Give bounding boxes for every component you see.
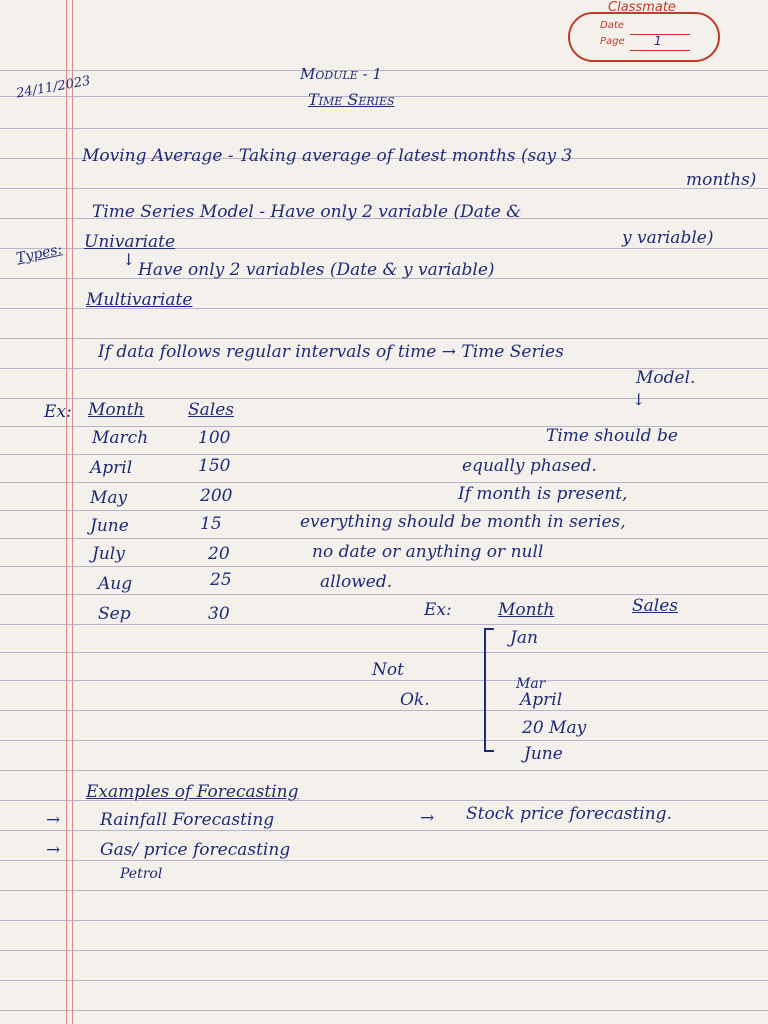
date-page-badge [568,12,720,62]
page-title: Time Series [308,90,395,109]
not-label: Not [372,660,404,680]
arrow-down-icon: ↓ [632,390,646,409]
table-cell-month: July [92,544,125,564]
table-cell-sales: 20 [208,544,230,564]
bracket [484,628,494,752]
types-label: Types: [14,241,64,267]
ex2-month-header: Month [498,600,555,620]
table-cell-sales: 200 [200,486,233,506]
moving-average-line-2: months) [686,170,757,190]
regular-intervals-line-1: If data follows regular intervals of time → Time Series [98,342,564,362]
table-cell-month: June [90,516,129,536]
ex2-item: Mar [516,676,546,692]
arrow-down-icon: ↓ [122,250,136,269]
rainfall-example: Rainfall Forecasting [100,810,275,830]
ex2-item: Jan [510,628,538,648]
table-cell-sales: 25 [210,570,232,590]
time-note-5: no date or anything or null [312,542,544,562]
arrow-icon: → [46,840,61,860]
petrol-note: Petrol [120,866,163,882]
ex2-item: 20 May [522,718,587,738]
stock-example: Stock price forecasting. [466,804,672,824]
ts-model-line-2: y variable) [622,228,714,248]
notebook-logo [562,0,722,66]
table-cell-sales: 150 [198,456,231,476]
ex2-item: June [524,744,563,764]
ok-label: Ok. [400,690,430,710]
table-cell-month: May [90,488,128,508]
examples-heading: Examples of Forecasting [86,782,299,802]
col-sales-header: Sales [188,400,235,420]
page-label: Page [600,36,625,47]
time-note-6: allowed. [320,572,393,592]
module-title: Module - 1 [300,65,382,83]
ex2-item: April [520,690,563,710]
time-note-2: equally phased. [462,456,597,476]
table-cell-sales: 100 [198,428,231,448]
univariate: Univariate [84,232,176,252]
univariate-note: Have only 2 variables (Date & y variable) [138,260,495,280]
margin-line-2 [72,0,73,1024]
table-cell-sales: 30 [208,604,230,624]
ts-model-line-1: Time Series Model - Have only 2 variable (Date & [92,202,522,222]
page-number: 1 [654,34,662,48]
table-cell-month: April [90,458,133,478]
table-cell-month: Sep [98,604,131,624]
time-note-3: If month is present, [458,484,628,504]
table-cell-month: Aug [98,574,133,594]
arrow-icon: → [46,810,61,830]
gas-example: Gas/ price forecasting [100,840,291,860]
ex2-sales-header: Sales [632,596,679,616]
page-date: 24/11/2023 [15,73,92,102]
moving-average-line-1: Moving Average - Taking average of latest months (say 3 [82,146,573,166]
date-label: Date [600,20,624,31]
time-note-4: everything should be month in series, [300,512,626,532]
table-cell-month: March [92,428,149,448]
regular-intervals-line-2: Model. [636,368,696,388]
table-cell-sales: 15 [200,514,222,534]
ex2-label: Ex: [424,600,452,620]
brand-name: Classmate [608,0,676,15]
ex-label: Ex: [44,402,72,422]
margin-line-1 [66,0,67,1024]
multivariate: Multivariate [86,290,193,310]
time-note-1: Time should be [546,426,678,446]
arrow-icon: → [420,808,435,828]
col-month-header: Month [88,400,145,420]
